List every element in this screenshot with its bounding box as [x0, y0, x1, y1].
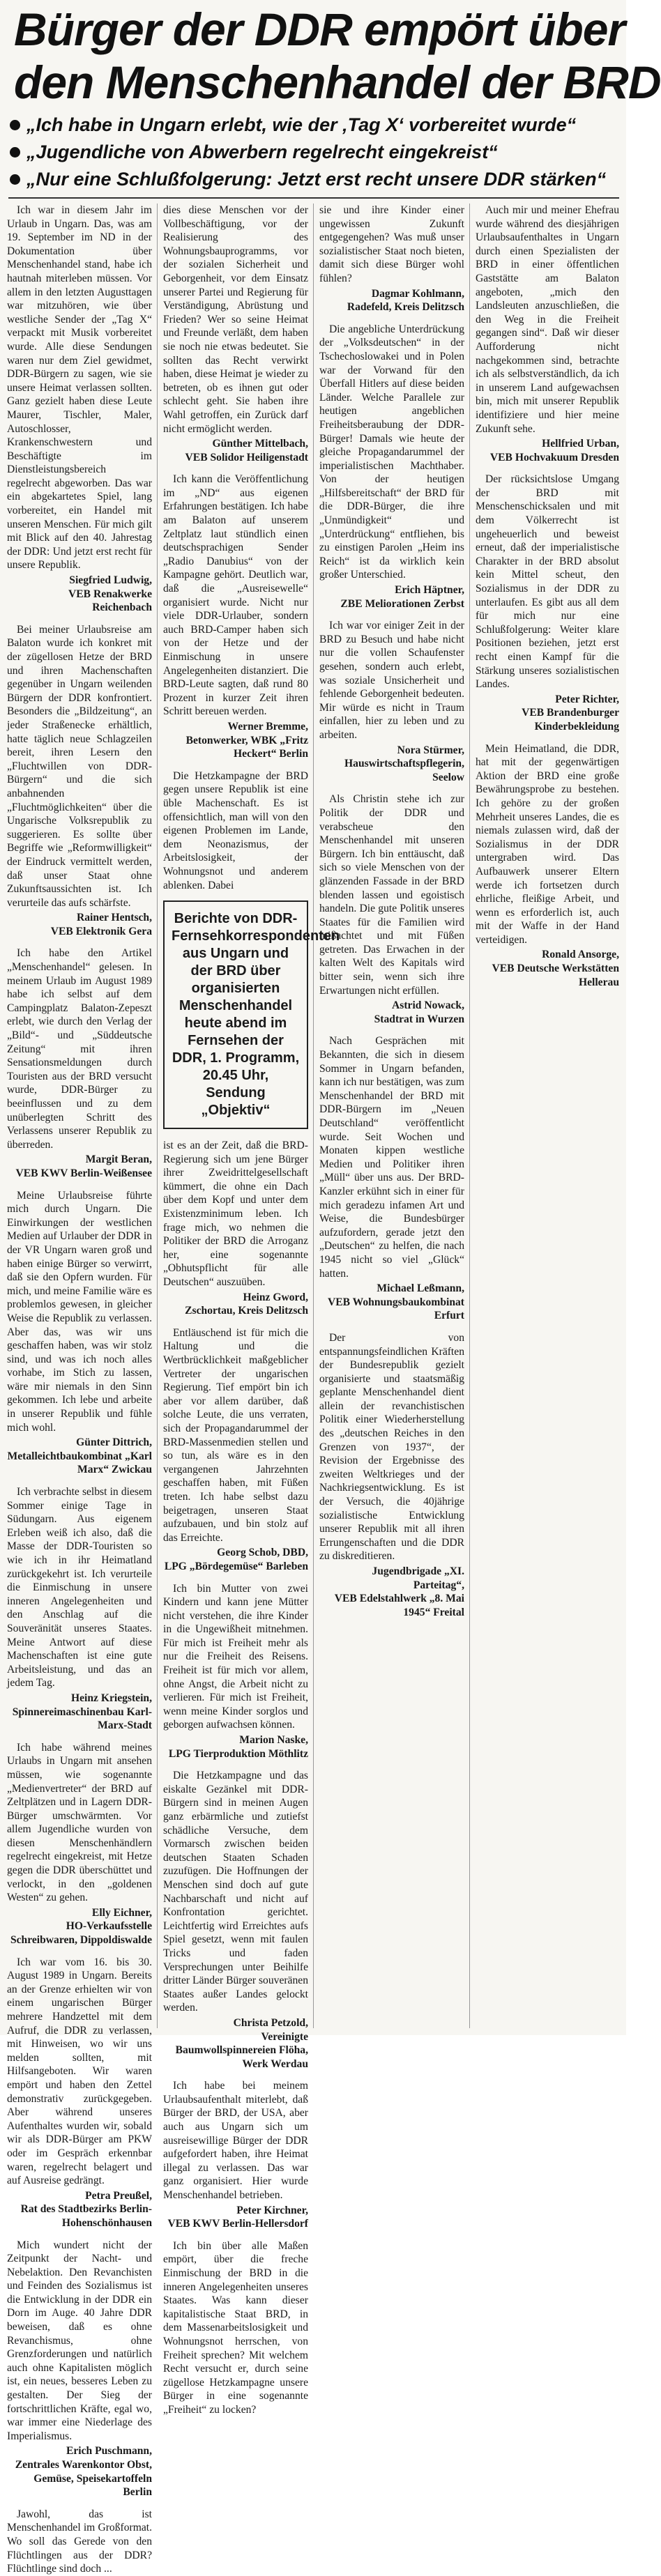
reader-letter — [7, 1189, 152, 1477]
letter-affiliation: VEB KWV Berlin-Weißensee — [15, 1167, 152, 1179]
column-rule — [313, 204, 314, 2028]
letter-affiliation: Stadtrat in Wurzen — [374, 1013, 464, 1025]
letter-author: Michael Leßmann, — [377, 1282, 464, 1295]
letter-text: Ich war vom 16. bis 30. August 1989 in Ungarn. Bereits an der Grenze erhielten wir von einem ungarischen Bürger mehrere Handzettel mit dem Aufruf, die DDR zu verlassen, mit Hinweisen, wo wir uns melden sollten, mit Hilfsangeboten. Wir waren empört und haben den Zettel demonstrativ zurückgegeben. Aber während unseres Aufenthaltes wurden wir, sobald wir als DDR-Bürger am PKW oder im Gespräch erkennbar waren, regelrecht belagert und auf Ausreise gedrängt. — [7, 1956, 152, 2187]
letter-affiliation: VEB Elektronik Gera — [50, 925, 152, 937]
bullet-icon — [10, 120, 20, 130]
bullet-text: „Ich habe in Ungarn erlebt, wie der ‚Tag X‘ vorbereitet wurde“ — [26, 114, 577, 135]
reader-letter — [7, 2239, 152, 2499]
letter-affiliation: VEB KWV Berlin-Hellersdorf — [167, 2218, 308, 2230]
letter-text: Die Hetzkampagne und das eiskalte Gezänkel mit DDR-Bürgern sind in meinen Augen ganz erbärmliche und zutiefst schädliche Versuche, dem Vormarsch zwischen beiden deutschen Staaten Schaden zuzufügen. Die Hoffnungen der Menschen sind doch auf gute Nachbarschaft und nicht auf Konfrontation gerichtet. Leichtfertig wird Erreichtes aufs Spiel gesetzt, wenn mit faulen Tricks und faden Versprechungen unter Beihilfe dritter Länder Bürger souveränen Staates außer Landes gelockt werden. — [163, 1770, 308, 2014]
reader-letter — [163, 1326, 308, 1574]
letter-text: Ich habe den Artikel „Menschenhandel“ gelesen. In meinem Urlaub im August 1989 habe ich selbst auf dem Campingplatz Balaton-Zepeszt erlebt, wie durch den Verlag der „Bild“- und „Süddeutsche Zeitung“ mit ihren Sensationsmeldungen durch Touristen aus der BRD versucht wurde, DDR-Bürger zu beeinflussen und zu dem unüberlegten Schritt des Verlassens unserer Republik zu überreden. — [7, 947, 152, 1151]
column-4 — [476, 204, 619, 2028]
letter-affiliation: VEB Brandenburger Kinderbekleidung — [522, 707, 619, 733]
headline-divider — [8, 197, 619, 199]
reader-letter — [319, 792, 464, 1026]
letter-affiliation: VEB Deutsche Werkstätten Hellerau — [492, 963, 619, 988]
letter-author: Werner Bremme, — [227, 720, 308, 733]
letter-author: Siegfried Ludwig, — [69, 574, 152, 587]
letter-author: Petra Preußel, — [85, 2189, 152, 2202]
reader-letter — [319, 204, 464, 314]
letter-text: dies diese Menschen vor der Vollbeschäftigung, vor der Realisierung des Wohnungsbauprogramms, vor der sozialen Sicherheit und Geborgenheit, vor dem Einsatz unserer Partei und Regierung für Verständigung, Abrüstung und Frieden? Wer so seine Heimat und Freunde verläßt, dem haben sie noch nie etwas bedeutet. Sie sollten das Recht verwirkt haben, diese Heimat je wieder zu betreten, ob es ihnen gut oder schlecht geht. Sie haben ihre Wahl getroffen, ein Zurück darf nicht ermöglicht werden. — [163, 204, 308, 435]
reader-letter — [163, 204, 308, 464]
letter-affiliation: ZBE Meliorationen Zerbst — [340, 597, 464, 610]
reader-letter — [163, 473, 308, 760]
reader-letter — [163, 2239, 308, 2417]
letter-affiliation: VEB Wohnungsbaukombinat Erfurt — [327, 1296, 464, 1322]
letter-text: Die Hetzkampagne der BRD gegen unsere Republik ist eine üble Machenschaft. Es ist offensichtlich, man will von den eigenen Problemen im Lande, dem Neonazismus, der Arbeitslosigkeit, der Wohnungsnot und anderem ablenken. Dabei — [163, 769, 308, 891]
letter-text: Ich war vor einiger Zeit in der BRD zu Besuch und habe nicht nur die vollen Schaufenster gesehen, sondern auch erlebt, was soziale Unsicherheit und fehlende Geborgenheit bedeuten. Mir würde es nicht in Traum einfallen, hier zu leben und zu arbeiten. — [319, 620, 464, 741]
reader-letter — [319, 1034, 464, 1322]
letter-text: Auch mir und meiner Ehefrau wurde während des diesjährigen Urlaubsaufenthaltes in Ungarn durch einen Spezialisten der BRD in einer öffentlichen Gaststätte am Balaton angeboten, „mich den Landsleuten anzuschließen, die den Weg in die Freiheit gegangen sind“. Daß wir dieser Aufforderung nicht nachgekommen sind, betrachte ich als selbstverständlich, da ich in unserem Land aufgewachsen bin, mich mit unserer Republik identifiziere und hier meine Zukunft sehe. — [476, 204, 619, 435]
reader-letter — [163, 1769, 308, 2071]
letter-text: sie und ihre Kinder einer ungewissen Zukunft entgegengehen? Was muß unser sozialistischer Staat noch bieten, damit sich diese Bürger wohl fühlen? — [319, 204, 464, 284]
letter-affiliation: VEB Renakwerke Reichenbach — [68, 588, 152, 614]
bullet-item — [10, 139, 623, 166]
letter-affiliation: VEB Hochvakuum Dresden — [489, 451, 619, 463]
reader-letter — [476, 204, 619, 464]
letter-text: Bei meiner Urlaubsreise am Balaton wurde ich konkret mit der zügellosen Hetze der BRD und ihren Machenschaften gegenüber in Ungarn weilenden Bürgern der DDR konfrontiert. Besonders die „Bildzeitung“, an jeder Straßenecke erhältlich, hatte täglich neue Schlagzeilen bereit, ihren Lesern den „Fluchtwillen von DDR-Bürgern“ und die sich anbahnenden „Fluchtmöglichkeiten“ über die Ungarische Volksrepublik zu suggerieren. Es sollte über Begriffe wie „Reformwilligkeit“ der Eindruck vermittelt werden, daß unser Staat ohne Zukunftsaussichten ist. Ich verurteile das aufs schärfste. — [7, 623, 152, 909]
headline-line-2: den Menschenhandel der BRD — [14, 56, 661, 108]
reader-letter — [7, 1485, 152, 1733]
letter-author: Jugendbrigade „XI. Parteitag“, — [372, 1565, 464, 1591]
letter-affiliation: VEB Solidor Heiligenstadt — [185, 451, 308, 463]
letter-affiliation: Zentrales Warenkontor Obst, Gemüse, Speisekartoffeln Berlin — [15, 2459, 152, 2499]
letter-text: Die angebliche Unterdrückung der „Volksdeutschen“ in der Tschechoslowakei und in Polen war der Vorwand für den Überfall Hitlers auf diese beiden Länder. Welche Parallele zur heutigen angeblichen Freiheitsberaubung der DDR-Bürger! Damals wie heute der gleiche Propagandarummel der imperialistischen Machthaber. Von der heutigen „Hilfsbereitschaft“ der BRD für die DDR-Bürger, die ihre „Unmündigkeit“ und „Unterdrückung“ entfliehen, bis zu einstigen Parolen „Heim ins Reich“ ist da wirklich kein großer Unterschied. — [319, 323, 464, 581]
reader-letter — [7, 623, 152, 939]
letter-affiliation: LPG „Bördegemüse“ Barleben — [164, 1560, 308, 1572]
letter-author: Günter Dittrich, — [76, 1436, 152, 1449]
letter-text: Der rücksichtslose Umgang der BRD mit Menschenschicksalen und mit dem Völkerrecht ist ungeheuerlich und beweist erneut, daß der imperialistische Charakter in der BRD absolut kein Mittel scheut, den Sozialismus in der DDR zu unterlaufen. Es gibt aus all dem für mich nur eine Schlußfolgerung: Weiter klare Positionen beziehen, jetzt erst recht einen Kampf für die Stärkung unseres sozialistischen Landes. — [476, 473, 619, 691]
letter-author: Günther Mittelbach, — [212, 438, 308, 450]
letter-text: Entläuschend ist für mich die Haltung und die Wertbrücklichkeit maßgeblicher Vertreter der ungarischen Regierung. Tief empört bin ich aber vor allem darüber, daß solche Leute, die uns verraten, sich der Propagandarummel der BRD-Massenmedien stellen und so tun, als wäre es in den vergangenen Jahrzehnten geschaffen haben, mit Füßen treten. Ich habe selbst dazu beigetragen, unseren Staat aufzubauen, und bin stolz auf das Erreichte. — [163, 1326, 308, 1544]
letter-author: Peter Richter, — [555, 693, 619, 705]
reader-letter — [7, 204, 152, 615]
letter-affiliation: Vereinigte Baumwollspinnereien Flöha, Werk Werdau — [175, 2030, 308, 2070]
column-rule — [157, 204, 158, 2028]
reader-letter — [476, 473, 619, 733]
bullet-icon — [10, 147, 20, 158]
reader-letter — [7, 1956, 152, 2230]
letter-affiliation: Betonwerker, WBK „Fritz Heckert“ Berlin — [185, 734, 308, 760]
letter-text: Als Christin stehe ich zur Politik der DDR und verabscheue den Menschenhandel mit unseren Bürgern. Ich bin enttäuscht, daß sich so viele Menschen von der glänzenden Fassade in der BRD blenden lassen und egoistisch handeln. Die gute Politik unseres Staates für die Familien wird mißachtet und mit Füßen getreten. Das Erwachen in der kalten Welt des Kapitals wird bitter sein, wenn sich ihre Erwartungen nicht erfüllen. — [319, 793, 464, 997]
reader-letter — [7, 1741, 152, 1947]
bullet-icon — [10, 174, 20, 185]
reader-letter — [163, 2079, 308, 2231]
letter-author: Georg Schob, DBD, — [217, 1547, 308, 1559]
reader-letter — [7, 946, 152, 1180]
letter-author: Erich Puschmann, — [66, 2445, 152, 2458]
headline-line-1: Bürger der DDR empört über — [14, 3, 625, 55]
letter-affiliation: Radefeld, Kreis Delitzsch — [347, 301, 464, 314]
letter-affiliation: Metalleichtbaukombinat „Karl Marx“ Zwickau — [7, 1450, 152, 1476]
letter-affiliation: VEB Edelstahlwerk „8. Mai 1945“ Freital — [334, 1593, 464, 1618]
column-rule — [469, 204, 470, 2028]
letter-author: Hellfried Urban, — [542, 438, 619, 450]
letter-affiliation: Hauswirtschaftspflegerin, Seelow — [344, 758, 464, 783]
letter-text-continued: Jawohl, das ist Menschenhandel im Großformat. Wo soll das Gerede von den Flüchtlingen aus der DDR? Flüchtlinge sind doch ... — [7, 2508, 152, 2575]
bullet-text: „Nur eine Schlußfolgerung: Jetzt erst recht unsere DDR stärken“ — [26, 169, 607, 190]
letter-text: Nach Gesprächen mit Bekannten, die sich in diesem Sommer in Ungarn befanden, kann ich nur bestätigen, was zum Menschenhandel der BRD mit DDR-Bürgern im „Neuen Deutschland“ veröffentlicht wurde. Seit Wochen und Monaten kippen westliche Medien und Politiker ihren „Müll“ über uns aus. Der BRD-Kanzler erkühnt sich in einer für mich geradezu infamen Art und Weise, die Bundesbürger aufzufordern, gerade jetzt den „Deutschen“ zu helfen, die nach 1945 nicht so viel „Glück“ hatten. — [319, 1035, 464, 1280]
letter-text: Ich habe während meines Urlaubs in Ungarn mit ansehen müssen, wie sogenannte „Medienvertreter“ der BRD auf Zeltplätzen und in Lagern DDR-Bürger umschwärmten. Vor allem Jugendliche wurden von diesen Menschenhändlern regelrecht eingekreist, mit Hetze gegen die DDR überschüttet und verlockt, in den „goldenen Westen“ zu gehen. — [7, 1741, 152, 1904]
reader-letter — [476, 742, 619, 990]
letter-author: Ronald Ansorge, — [542, 949, 619, 961]
letter-author: Astrid Nowack, — [392, 999, 464, 1012]
letter-text: Ich kann die Veröffentlichung im „ND“ aus eigenen Erfahrungen bestätigen. Ich habe am Balaton auf unserem Zeltplatz laut stündlich einen deutschsprachigen Sender „Radio Danubius“ von der Kampagne gehört. Deutlich war, daß die „Ausreisewelle“ organisiert wurde. Nicht nur viele DDR-Urlauber, sondern auch BRD-Camper haben sich von der Hetze und der Einmischung in unsere Angelegenheiten distanziert. Die BRD-Leute sagten, daß rund 80 Prozent in kurzer Zeit ihren Schritt bereuen werden. — [163, 473, 308, 718]
letter-affiliation: LPG Tierproduktion Möthlitz — [168, 1747, 308, 1760]
column-2 — [163, 204, 340, 2416]
letter-author: Dagmar Kohlmann, — [371, 287, 464, 300]
letter-author: Heinz Kriegstein, — [70, 1692, 152, 1704]
letter-affiliation: Zschortau, Kreis Delitzsch — [185, 1305, 308, 1317]
bullet-item — [10, 166, 623, 193]
letter-text: Ich bin Mutter von zwei Kindern und kann jene Mütter nicht verstehen, die ihre Kinder in die Ungewißheit mitnehmen. Für mich ist Freiheit mehr als nur die Freiheit des Reisens. Freiheit ist für mich vor allem, ohne Angst, die Arbeit nicht zu verlieren. Für mich ist Freiheit, wenn meine Kinder sorglos und geborgen aufwachsen können. — [163, 1582, 308, 1731]
reader-letter — [163, 1139, 308, 1318]
headline — [14, 3, 661, 109]
letter-text: Der von entspannungsfeindlichen Kräften der Bundesrepublik gezielt organisierte und staatsmäßig geplante Menschenhandel dient allein der revanchistischen Politik einer Wiederherstellung des „deutschen Reiches in den Grenzen von 1937“, der Revision der Ergebnisse des zweiten Weltkrieges und der Nachkriegsentwicklung. Es ist der Versuch, die 40jährige sozialistische Entwicklung unserer Republik mit all ihren Errungenschaften und die DDR zu diskreditieren. — [319, 1331, 464, 1563]
letter-text: Ich bin über alle Maßen empört, über die freche Einmischung der BRD in die inneren Angelegenheiten unseres Staates. Was kann dieser kapitalistische Staat BRD, in dem Massenarbeitslosigkeit und Wohnungsnot herrschen, von Freiheit sprechen? Mit welchem Recht versucht er, durch seine zügellose Hetzkampagne unsere Bürger in eine sogenannte „Freiheit“ zu locken? — [163, 2239, 308, 2416]
column-3 — [319, 204, 464, 2028]
letter-text: ist es an der Zeit, daß die BRD-Regierung sich um jene Bürger ihrer Zweidrittelgesellschaft kümmert, die ohne ein Dach über dem Kopf und unter dem Existenzminimum leben. Ich frage mich, wo nehmen die Politiker der BRD die Arroganz her, eine sogenannte „Obhutspflicht für alle Deutschen“ auszuüben. — [163, 1140, 308, 1289]
letter-affiliation: Spinnereimaschinenbau Karl-Marx-Stadt — [12, 1705, 152, 1732]
reader-letter — [319, 323, 464, 611]
letter-author: Peter Kirchner, — [236, 2204, 308, 2216]
tv-notice-box: Berichte von DDR-Fernsehkorrespondenten aus Ungarn und der BRD über organisierten Menschenhandel heute abend im Fernsehen der DDR, 1. Programm, 20.45 Uhr, Sendung „Objektiv“ — [163, 900, 308, 1129]
reader-letter — [319, 1331, 464, 1619]
letter-text: Ich war in diesem Jahr im Urlaub in Ungarn. Das, was am 19. September im ND in der Dokumentation über Menschenhandel stand, habe ich hautnah miterleben müssen. Vor allem in den letzten Augusttagen war mitzuhören, wie über westliche Sender der „Tag X“ verpackt mit Musik vorbereitet wurde. Alle diese Sendungen waren nur dem Ziel gewidmet, DDR-Bürgern zu sagen, wie sie unsere Heimat verlassen sollten. Ganz gezielt haben diese Leute Maurer, Tischler, Maler, Autoschlosser, Krankenschwestern und Beschäftigte im Dienstleistungsbereich regelrecht abgeworben. Das war ein abgekartetes Spiel, lang vorbereitet, ein Handel mit unseren Menschen. Für mich gilt mit Blick auf den 40. Jahrestag der DDR: Und jetzt erst recht für unsere Republik. — [7, 204, 152, 572]
letter-text: Meine Urlaubsreise führte mich durch Ungarn. Die Einwirkungen der westlichen Medien auf Urlauber der DDR in der VR Ungarn waren groß und haben einige Bürger so verwirrt, daß sie den Opfern wurden. Für mich, und meine Familie wäre es problemlos gewesen, in gleicher Weise die Republik zu verlassen. Aber das, was wir uns geschaffen haben, was wir stolz sind, und was ich noch alles vorhabe, im Stich zu lassen, wäre mir niemals in den Sinn gekommen. Ich lebe und arbeite in unserer Republik und fühle mich wohl. — [7, 1189, 152, 1434]
letter-author: Erich Häptner, — [395, 584, 464, 597]
reader-letter — [163, 769, 308, 892]
letter-affiliation: HO-Verkaufsstelle Schreibwaren, Dippoldiswalde — [10, 1920, 152, 1947]
letter-author: Rainer Hentsch, — [77, 912, 152, 924]
letter-text: Mich wundert nicht der Zeitpunkt der Nacht- und Nebelaktion. Den Revanchisten und Feinden des Sozialismus ist die Entwicklung in der DDR ein Dorn im Auge. 40 Jahre DDR beweisen, daß es ohne Revanchismus, ohne Grenzforderungen und natürlich auch ohne Kapitalisten möglich ist, ein neues, besseres Leben zu gestalten. Der Sieg der fortschrittlichen Kräfte, egal wo, war immer eine Niederlage des Imperialismus. — [7, 2239, 152, 2442]
letter-author: Christa Petzold, — [233, 2016, 308, 2029]
letter-text: Mein Heimatland, die DDR, hat mit der gegenwärtigen Aktion der BRD eine große Bewährungsprobe zu bestehen. Ich gehöre zu der großen Mehrheit unseres Landes, die es niemals zulassen wird, daß der Sozialismus in der DDR untergraben wird. Das Aufbauwerk unserer Eltern werde ich fortsetzen durch ehrliche, fleißige Arbeit, und wenn es erforderlich ist, auch mit der Waffe in der Hand verteidigen. — [476, 742, 619, 946]
reader-letter — [319, 619, 464, 784]
bullet-text: „Jugendliche von Abwerbern regelrecht eingekreist“ — [26, 141, 498, 162]
bullet-item — [10, 112, 623, 139]
letter-author: Heinz Gword, — [243, 1291, 308, 1303]
letter-author: Elly Eichner, — [91, 1906, 152, 1919]
letter-text: Ich verbrachte selbst in diesem Sommer einige Tage in Südungarn. Aus eigenem Erleben weiß ich also, daß die Masse der DDR-Touristen so wie ich in ihr Heimatland zurückgekehrt ist. Ich verurteile die Einmischung in unsere inneren Angelegenheiten und den Anschlag auf die Souveränität unseres Staates. Meine Antwort auf diese Machenschaften ist eine gute Arbeitsleistung, und das an jedem Tag. — [7, 1486, 152, 1689]
subheadline-bullets — [10, 112, 623, 193]
letter-author: Margit Beran, — [85, 1153, 152, 1166]
letter-author: Marion Naske, — [239, 1734, 308, 1747]
letter-affiliation: Rat des Stadtbezirks Berlin-Hohenschönhausen — [20, 2203, 152, 2229]
letter-text: Ich habe bei meinem Urlaubsaufenthalt miterlebt, daß Bürger der BRD, der USA, aber auch aus Ungarn sich um ausreisewillige Bürger der DDR aufgefordert haben, ihre Heimat illegal zu verlassen. Das war ganz organisiert. Hier wurde Menschenhandel betrieben. — [163, 2080, 308, 2202]
column-1 — [7, 204, 152, 2575]
reader-letter — [163, 1582, 308, 1761]
letter-author: Nora Stürmer, — [397, 744, 464, 756]
